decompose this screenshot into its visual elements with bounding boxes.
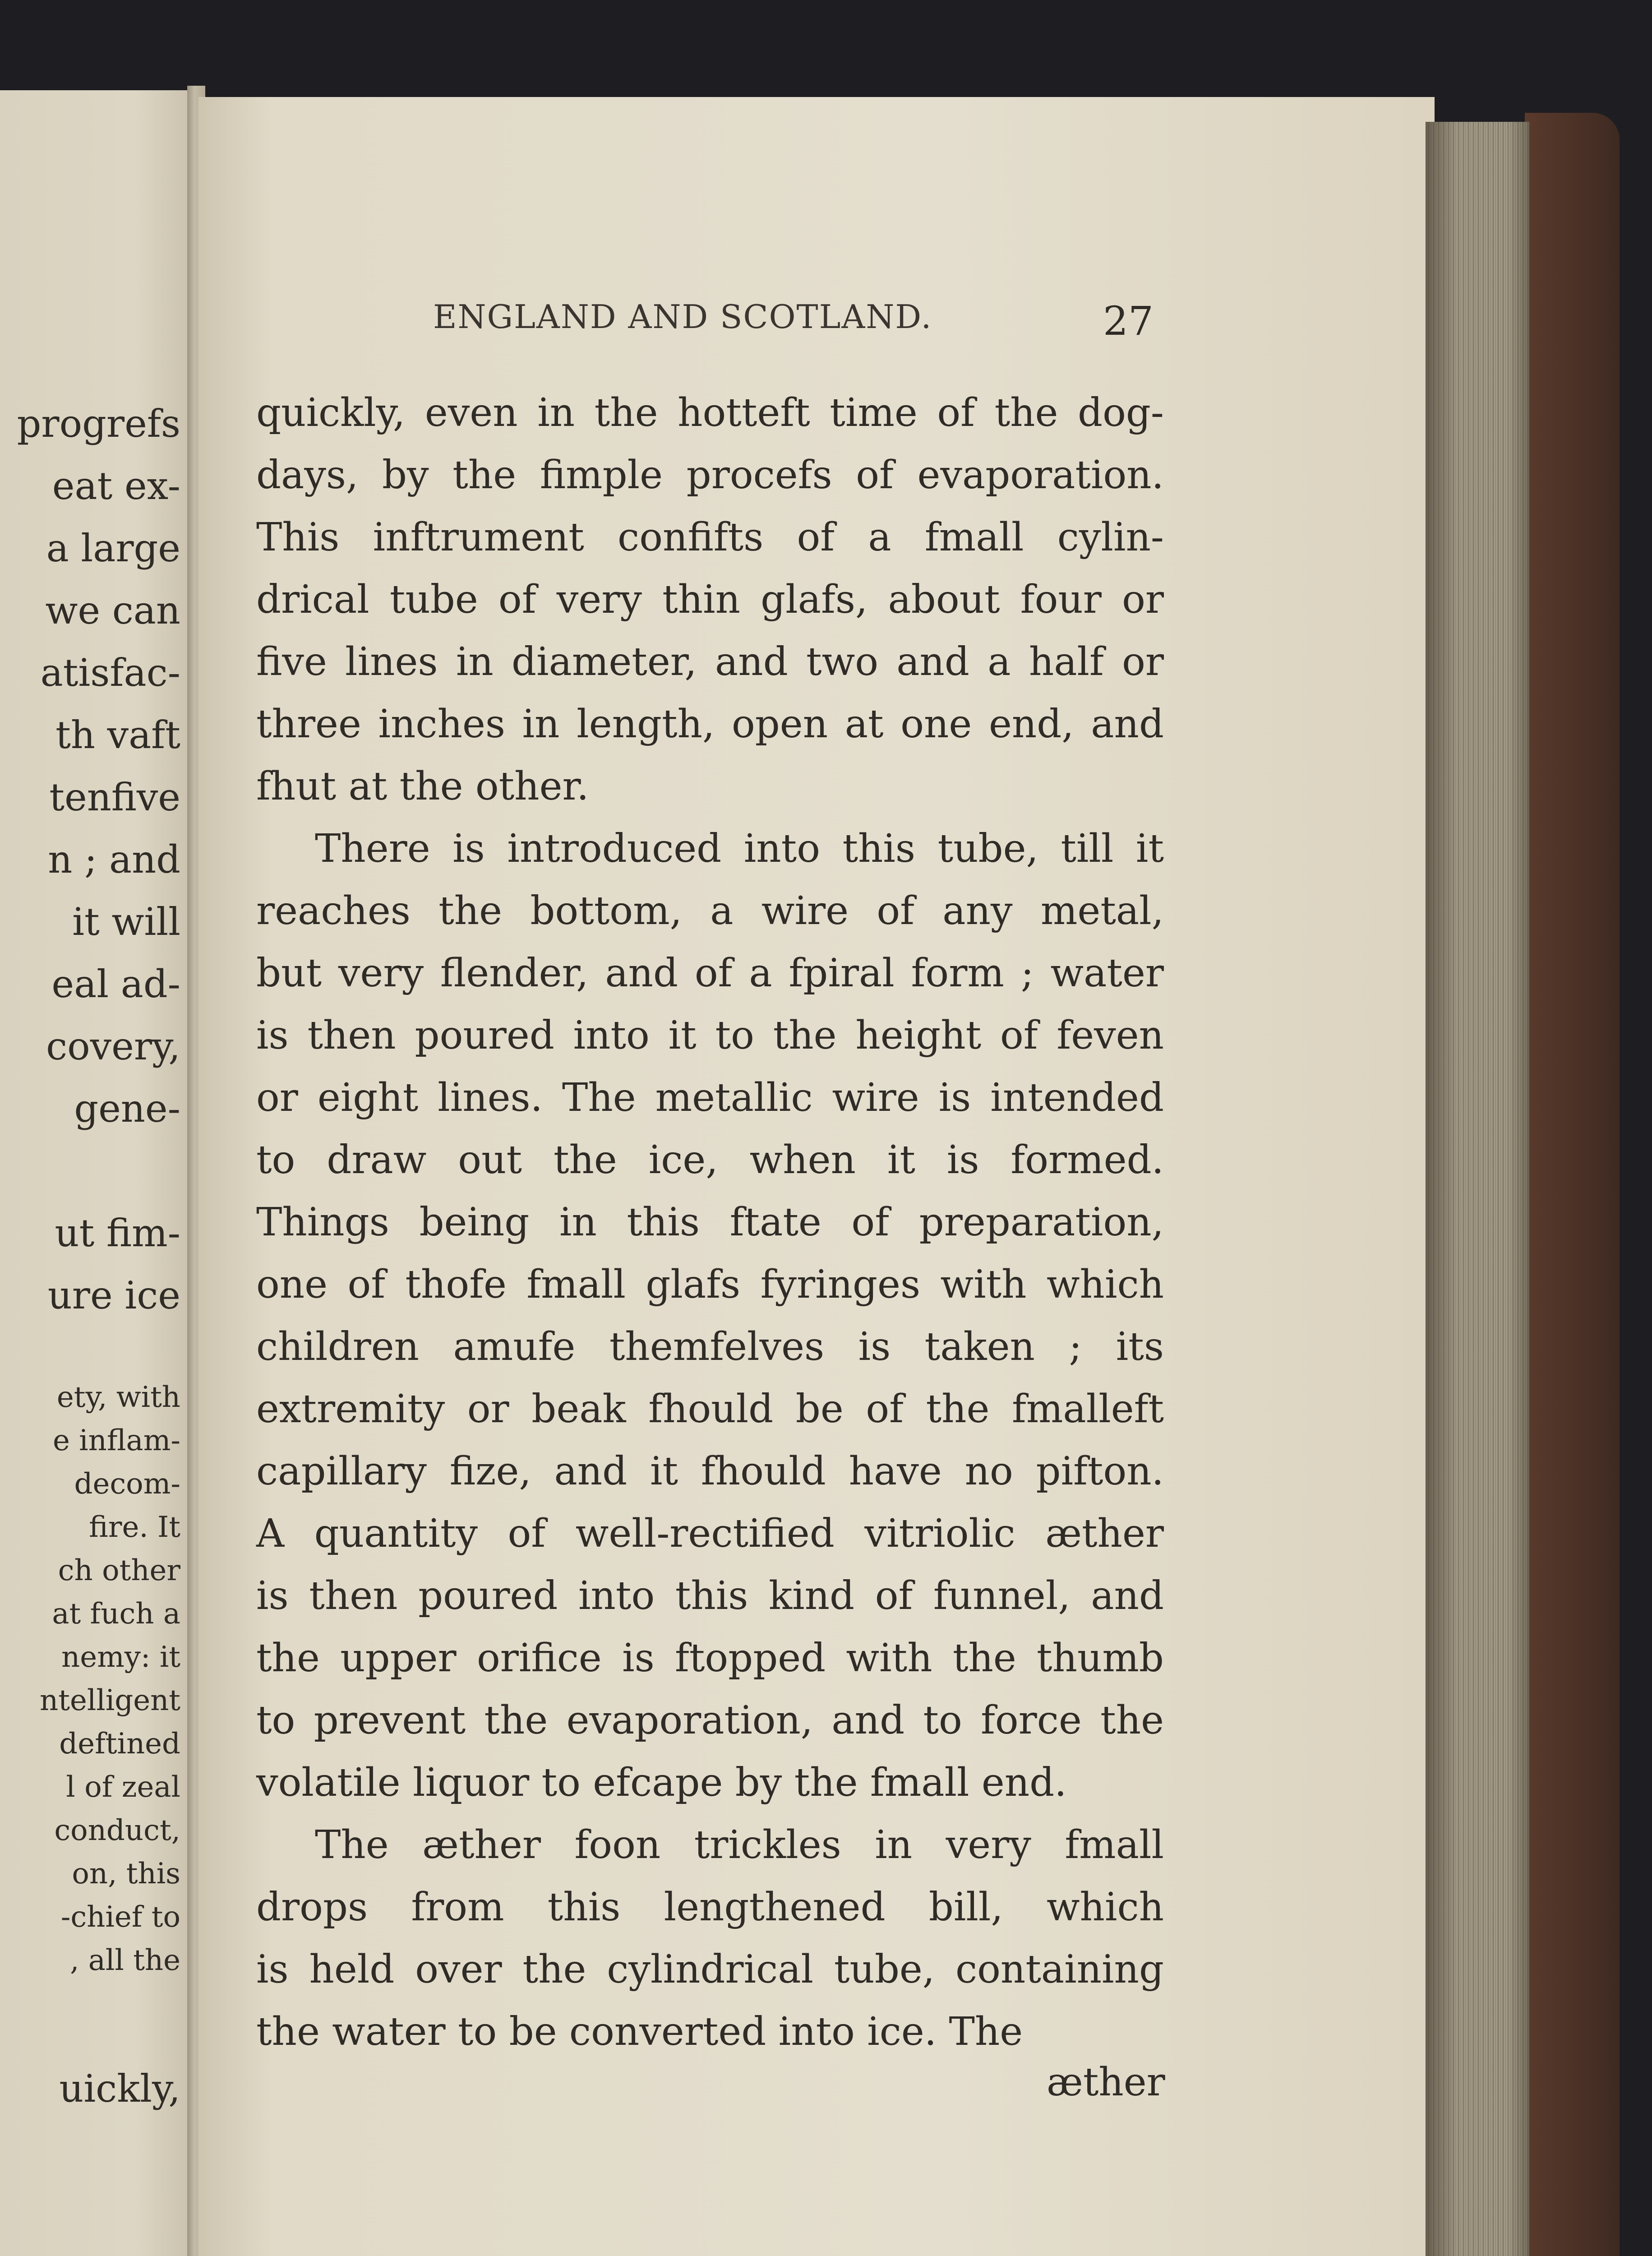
text-line: days, by the fimple procefs of evaporation. (256, 453, 1164, 498)
left-text-line: gene- (74, 1086, 180, 1131)
right-catchword: æther (1047, 2060, 1165, 2105)
text-line: children amufe themfelves is taken ; its (256, 1324, 1164, 1369)
text-line: to draw out the ice, when it is formed. (256, 1137, 1164, 1183)
text-line: three inches in length, open at one end, and (256, 702, 1164, 747)
left-footnote-line: , all the (70, 1944, 180, 1977)
left-text-line: ut fim- (55, 1211, 180, 1255)
text-line: capillary fize, and it fhould have no pifton. (256, 1449, 1164, 1494)
text-line: quickly, even in the hotteft time of the dog- (256, 390, 1164, 435)
left-text-line: th vaft (55, 713, 180, 757)
left-text-line: it will (72, 900, 180, 944)
left-text-line: tenfive (49, 775, 180, 819)
text-line: the water to be converted into ice. The (256, 2009, 1023, 2054)
left-text-line: a large (46, 526, 180, 570)
left-text-line: progrefs (17, 402, 180, 446)
left-text-line: eal ad- (51, 962, 180, 1006)
left-footnote-line: ntelligent (40, 1684, 180, 1717)
text-line: one of thofe fmall glafs fyringes with which (256, 1262, 1164, 1307)
left-footnote-line: nemy: it (61, 1641, 180, 1674)
text-line: A quantity of well-rectified vitriolic æther (256, 1511, 1164, 1556)
text-line: to prevent the evaporation, and to force the (256, 1698, 1164, 1743)
left-footnote-line: at fuch a (52, 1597, 180, 1631)
text-line: drops from this lengthened bill, which (256, 1885, 1164, 1930)
left-footnote-line: on, this (72, 1857, 180, 1891)
text-line: the upper orifice is ftopped with the thumb (256, 1636, 1164, 1681)
left-footnote-line: fire. It (89, 1511, 180, 1544)
left-footnote-line: conduct, (54, 1814, 180, 1847)
text-line: is held over the cylindrical tube, containing (256, 1947, 1164, 1992)
left-text-line: eat ex- (52, 464, 180, 508)
text-line: extremity or beak fhould be of the fmalleft (256, 1387, 1164, 1432)
text-line: is then poured into this kind of funnel, and (256, 1573, 1164, 1618)
text-line: five lines in diameter, and two and a half or (256, 639, 1164, 684)
text-line: but very flender, and of a fpiral form ; water (256, 951, 1164, 996)
left-footnote-line: l of zeal (66, 1771, 180, 1804)
book-cover-right (1525, 113, 1620, 2256)
left-footnote-line: -chief to (60, 1900, 180, 1934)
text-line: drical tube of very thin glafs, about four or (256, 577, 1164, 622)
text-line: fhut at the other. (256, 764, 589, 809)
left-text-line: ure ice (47, 1273, 180, 1318)
left-footnote-line: ety, with (56, 1381, 180, 1414)
left-text-line: atisfac- (40, 651, 180, 695)
text-line: This inftrument confifts of a fmall cylin- (256, 515, 1164, 560)
running-head: ENGLAND AND SCOTLAND. (433, 298, 932, 336)
text-line: volatile liquor to efcape by the fmall end. (256, 1760, 1067, 1805)
left-text-line: we can (45, 588, 180, 633)
text-line: is then poured into it to the height of feven (256, 1013, 1164, 1058)
left-footnote-line: decom- (74, 1467, 180, 1501)
left-text-line: covery, (46, 1024, 180, 1068)
text-line: reaches the bottom, a wire of any metal, (256, 888, 1164, 934)
text-line: Things being in this ftate of preparation, (256, 1200, 1164, 1245)
left-footnote-line: e inflam- (52, 1424, 180, 1457)
left-footnote-line: ch other (58, 1554, 180, 1587)
page-edges-shade (1426, 122, 1529, 2256)
text-line: The æther foon trickles in very fmall (315, 1822, 1164, 1868)
left-footnote-line: deftined (59, 1727, 180, 1761)
text-line: There is introduced into this tube, till it (315, 826, 1164, 871)
left-page (0, 90, 194, 2256)
left-text-line: n ; and (48, 837, 180, 882)
page-number: 27 (1103, 298, 1154, 344)
left-catchword: uickly, (59, 2066, 180, 2111)
text-line: or eight lines. The metallic wire is intended (256, 1075, 1164, 1120)
